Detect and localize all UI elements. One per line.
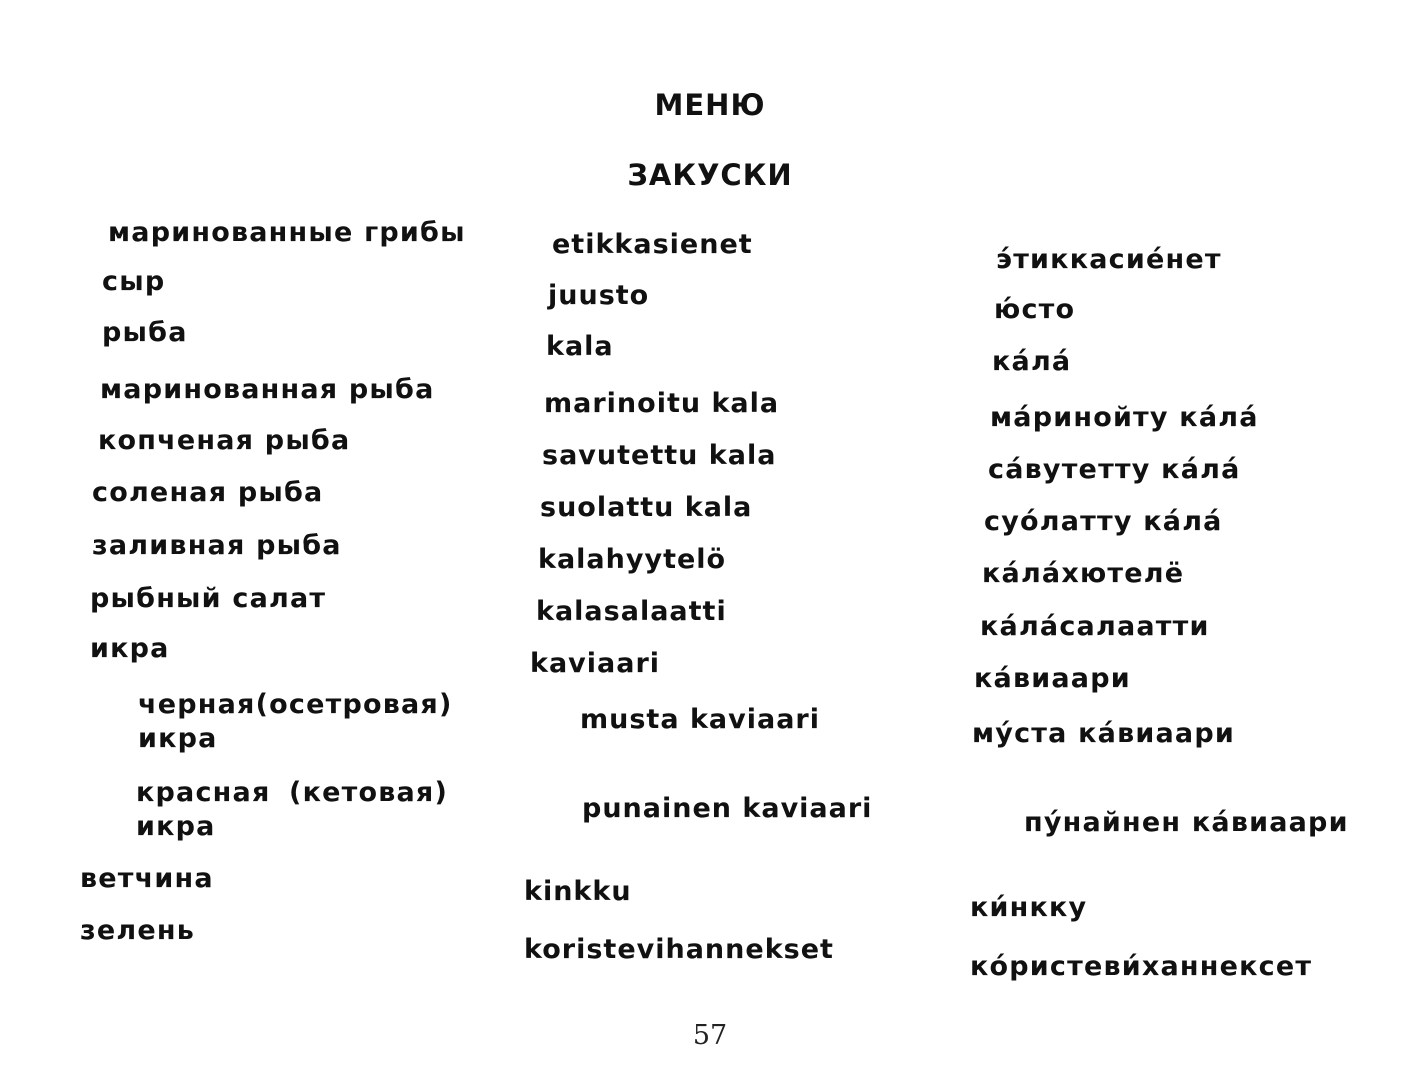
ru-item-wrapped	[138, 688, 453, 756]
tr-item: ю́сто	[994, 294, 1076, 325]
tr-item: са́вутетту ка́ла́	[988, 454, 1241, 485]
ru-item: сыр	[102, 266, 166, 297]
tr-item: суо́латту ка́ла́	[984, 506, 1223, 537]
ru-item: зелень	[80, 915, 196, 946]
fi-item: suolattu kala	[540, 492, 753, 523]
ru-item: копченая рыба	[98, 425, 351, 456]
fi-item: etikkasienet	[552, 229, 753, 260]
tr-item: ка́ла́салаатти	[980, 611, 1210, 642]
ru-item: маринованная рыба	[100, 374, 435, 405]
tr-item: пу́найнен ка́виаари	[1024, 807, 1349, 838]
tr-item: ка́ла́хютелё	[982, 558, 1185, 589]
tr-item: э́тиккасие́нет	[996, 244, 1222, 275]
page-number: 57	[692, 1020, 728, 1051]
tr-item: ко́ристеви́ханнексет	[970, 951, 1313, 982]
section-heading: ЗАКУСКИ	[627, 158, 793, 192]
tr-item: ки́нкку	[970, 892, 1088, 923]
ru-item: заливная рыба	[92, 530, 342, 561]
fi-item: kalasalaatti	[536, 596, 727, 627]
ru-item-wrapped	[136, 776, 448, 844]
tr-item: ка́ла́	[992, 346, 1072, 377]
fi-item: koristevihannekset	[524, 934, 834, 965]
ru-item-part: (осетровая)	[255, 689, 453, 720]
fi-item: savutettu kala	[542, 440, 777, 471]
fi-item: juusto	[548, 280, 650, 311]
fi-item: marinoitu kala	[544, 388, 780, 419]
tr-item: ма́ринойту ка́ла́	[990, 402, 1259, 433]
ru-item: икра	[90, 633, 170, 664]
tr-item: ка́виаари	[974, 663, 1131, 694]
page-title: МЕНЮ	[654, 88, 766, 122]
tr-item: му́ста ка́виаари	[972, 718, 1235, 749]
fi-item: punainen kaviaari	[582, 793, 873, 824]
ru-item-part: черная	[138, 689, 256, 720]
ru-item-part: (кетовая)	[289, 777, 448, 808]
fi-item: kaviaari	[530, 648, 661, 679]
fi-item: kala	[546, 331, 614, 362]
ru-item: рыбный салат	[90, 583, 327, 614]
ru-item-part: красная	[136, 777, 271, 808]
ru-item: соленая рыба	[92, 477, 324, 508]
fi-item: musta kaviaari	[580, 704, 820, 735]
fi-item: kalahyytelö	[538, 544, 727, 575]
ru-item-part: икра	[138, 723, 218, 754]
ru-item: маринованные грибы	[108, 217, 466, 248]
ru-item: ветчина	[80, 863, 214, 894]
ru-item: рыба	[102, 317, 188, 348]
fi-item: kinkku	[524, 876, 632, 907]
ru-item-part: икра	[136, 811, 216, 842]
